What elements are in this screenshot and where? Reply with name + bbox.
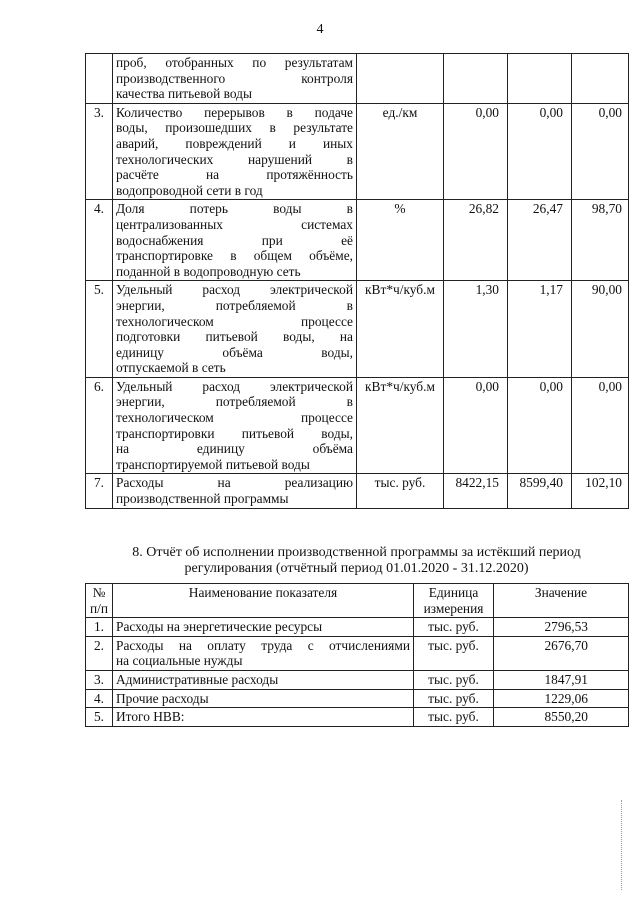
- indicator-name: [113, 474, 357, 508]
- unit-cell: кВт*ч/куб.м: [357, 377, 444, 474]
- table-row: [86, 474, 629, 508]
- indicator-name-line: производственной программы: [116, 491, 289, 507]
- row-number: 2.: [86, 636, 113, 670]
- indicator-name: [113, 708, 414, 727]
- row-number: 4.: [86, 200, 113, 281]
- value-cell: [508, 54, 572, 104]
- table-row: [86, 708, 629, 727]
- indicator-name: [113, 618, 414, 637]
- unit-cell: кВт*ч/куб.м: [357, 281, 444, 378]
- indicator-name-line: Итого НВВ:: [116, 709, 185, 725]
- indicators-table: [85, 53, 629, 509]
- unit-cell: тыс. руб.: [414, 708, 494, 727]
- page-number: 4: [316, 22, 324, 37]
- indicator-name: [113, 103, 357, 200]
- indicator-name: [113, 689, 414, 708]
- header-unit-line1: Единица: [428, 585, 479, 600]
- section-8-title-line2: регулирования (отчётный период 01.01.2020 - 31.12.2020): [184, 561, 529, 576]
- value-cell: 1847,91: [494, 670, 629, 689]
- row-number: 7.: [86, 474, 113, 508]
- value-cell: [444, 54, 508, 104]
- indicator-name-line: Количество перерывов в подаче: [116, 104, 353, 120]
- row-number: 1.: [86, 618, 113, 637]
- row-number: [86, 54, 113, 104]
- value-cell: 2676,70: [494, 636, 629, 670]
- header-num: [86, 584, 113, 618]
- header-num-line2: п/п: [89, 600, 109, 616]
- value-cell: 102,10: [572, 474, 629, 508]
- indicator-name-line: единицу объёма воды,: [116, 344, 353, 360]
- indicator-name-line: Административные расходы: [116, 671, 279, 687]
- value-cell: 1,17: [508, 281, 572, 378]
- value-cell: 1,30: [444, 281, 508, 378]
- value-cell: 8599,40: [508, 474, 572, 508]
- header-name: Наименование показателя: [113, 584, 414, 618]
- indicator-name-line: транспортировке в общем объёме,: [116, 248, 353, 264]
- row-number: 5.: [86, 281, 113, 378]
- indicator-name-line: Прочие расходы: [116, 690, 209, 706]
- row-number: 4.: [86, 689, 113, 708]
- program-report-table: [85, 583, 629, 727]
- table-header-row: [86, 584, 629, 618]
- table-row: [86, 618, 629, 637]
- value-cell: 90,00: [572, 281, 629, 378]
- indicator-name-line: технологических нарушений в: [116, 151, 353, 167]
- indicator-name-line: централизованных системах: [116, 216, 353, 232]
- table-row: [86, 54, 629, 104]
- header-num-line1: №: [92, 585, 106, 600]
- table-row: [86, 281, 629, 378]
- value-cell: 0,00: [572, 103, 629, 200]
- unit-cell: [357, 54, 444, 104]
- table-row: [86, 377, 629, 474]
- row-number: 5.: [86, 708, 113, 727]
- unit-cell: тыс. руб.: [357, 474, 444, 508]
- indicator-name-line: энергии, потребляемой в: [116, 297, 353, 313]
- indicator-name-line: аварий, повреждений и иных: [116, 135, 353, 151]
- table-row: [86, 689, 629, 708]
- indicator-name-line: производственного контроля: [116, 70, 353, 86]
- unit-cell: тыс. руб.: [414, 618, 494, 637]
- header-unit-line2: измерения: [423, 600, 484, 616]
- row-number: 3.: [86, 103, 113, 200]
- unit-cell: ед./км: [357, 103, 444, 200]
- section-8-title: [85, 545, 628, 577]
- header-value: Значение: [494, 584, 629, 618]
- indicator-name-line: качества питьевой воды: [116, 86, 252, 102]
- value-cell: 26,82: [444, 200, 508, 281]
- unit-cell: тыс. руб.: [414, 636, 494, 670]
- indicator-name: [113, 54, 357, 104]
- indicator-name-line: Удельный расход электрической: [116, 282, 353, 298]
- indicator-name-line: воды, произошедших в результате: [116, 120, 353, 136]
- unit-cell: тыс. руб.: [414, 670, 494, 689]
- header-unit: [414, 584, 494, 618]
- table-row: [86, 670, 629, 689]
- value-cell: 2796,53: [494, 618, 629, 637]
- table-row: [86, 636, 629, 670]
- indicator-name-line: Расходы на энергетические ресурсы: [116, 619, 323, 635]
- scan-artifact: [621, 800, 622, 890]
- indicator-name: [113, 636, 414, 670]
- indicator-name-line: водопроводной сети в год: [116, 182, 263, 198]
- table-row: [86, 103, 629, 200]
- value-cell: [572, 54, 629, 104]
- indicator-name-line: на социальные нужды: [116, 653, 243, 669]
- indicator-name-line: поданной в водопроводную сеть: [116, 263, 301, 279]
- value-cell: 8422,15: [444, 474, 508, 508]
- table-row: [86, 200, 629, 281]
- value-cell: 0,00: [444, 377, 508, 474]
- indicator-name-line: расчёте на протяжённость: [116, 167, 353, 183]
- value-cell: 8550,20: [494, 708, 629, 727]
- indicator-name-line: Удельный расход электрической: [116, 378, 353, 394]
- value-cell: 26,47: [508, 200, 572, 281]
- indicator-name-line: Доля потерь воды в: [116, 201, 353, 217]
- value-cell: 0,00: [444, 103, 508, 200]
- indicator-name: [113, 281, 357, 378]
- indicator-name: [113, 670, 414, 689]
- value-cell: 0,00: [508, 103, 572, 200]
- section-8-title-line1: 8. Отчёт об исполнении производственной программы за истёкший период: [132, 545, 581, 560]
- row-number: 3.: [86, 670, 113, 689]
- row-number: 6.: [86, 377, 113, 474]
- value-cell: 0,00: [508, 377, 572, 474]
- indicator-name-line: технологическом процессе: [116, 313, 353, 329]
- indicator-name-line: водоснабжения при её: [116, 232, 353, 248]
- indicator-name-line: Расходы на реализацию: [116, 475, 353, 491]
- value-cell: 1229,06: [494, 689, 629, 708]
- indicator-name-line: проб, отобранных по результатам: [116, 55, 353, 70]
- indicator-name-line: подготовки питьевой воды, на: [116, 329, 353, 345]
- value-cell: 98,70: [572, 200, 629, 281]
- indicator-name: [113, 200, 357, 281]
- indicator-name-line: транспортировки питьевой воды,: [116, 425, 353, 441]
- indicator-name-line: транспортируемой питьевой воды: [116, 456, 310, 472]
- indicator-name-line: технологическом процессе: [116, 410, 353, 426]
- indicator-name-line: Расходы на оплату труда с отчислениями: [116, 637, 410, 653]
- value-cell: 0,00: [572, 377, 629, 474]
- indicator-name: [113, 377, 357, 474]
- unit-cell: %: [357, 200, 444, 281]
- indicator-name-line: энергии, потребляемой в: [116, 394, 353, 410]
- indicator-name-line: на единицу объёма: [116, 441, 353, 457]
- indicator-name-line: отпускаемой в сеть: [116, 360, 226, 376]
- unit-cell: тыс. руб.: [414, 689, 494, 708]
